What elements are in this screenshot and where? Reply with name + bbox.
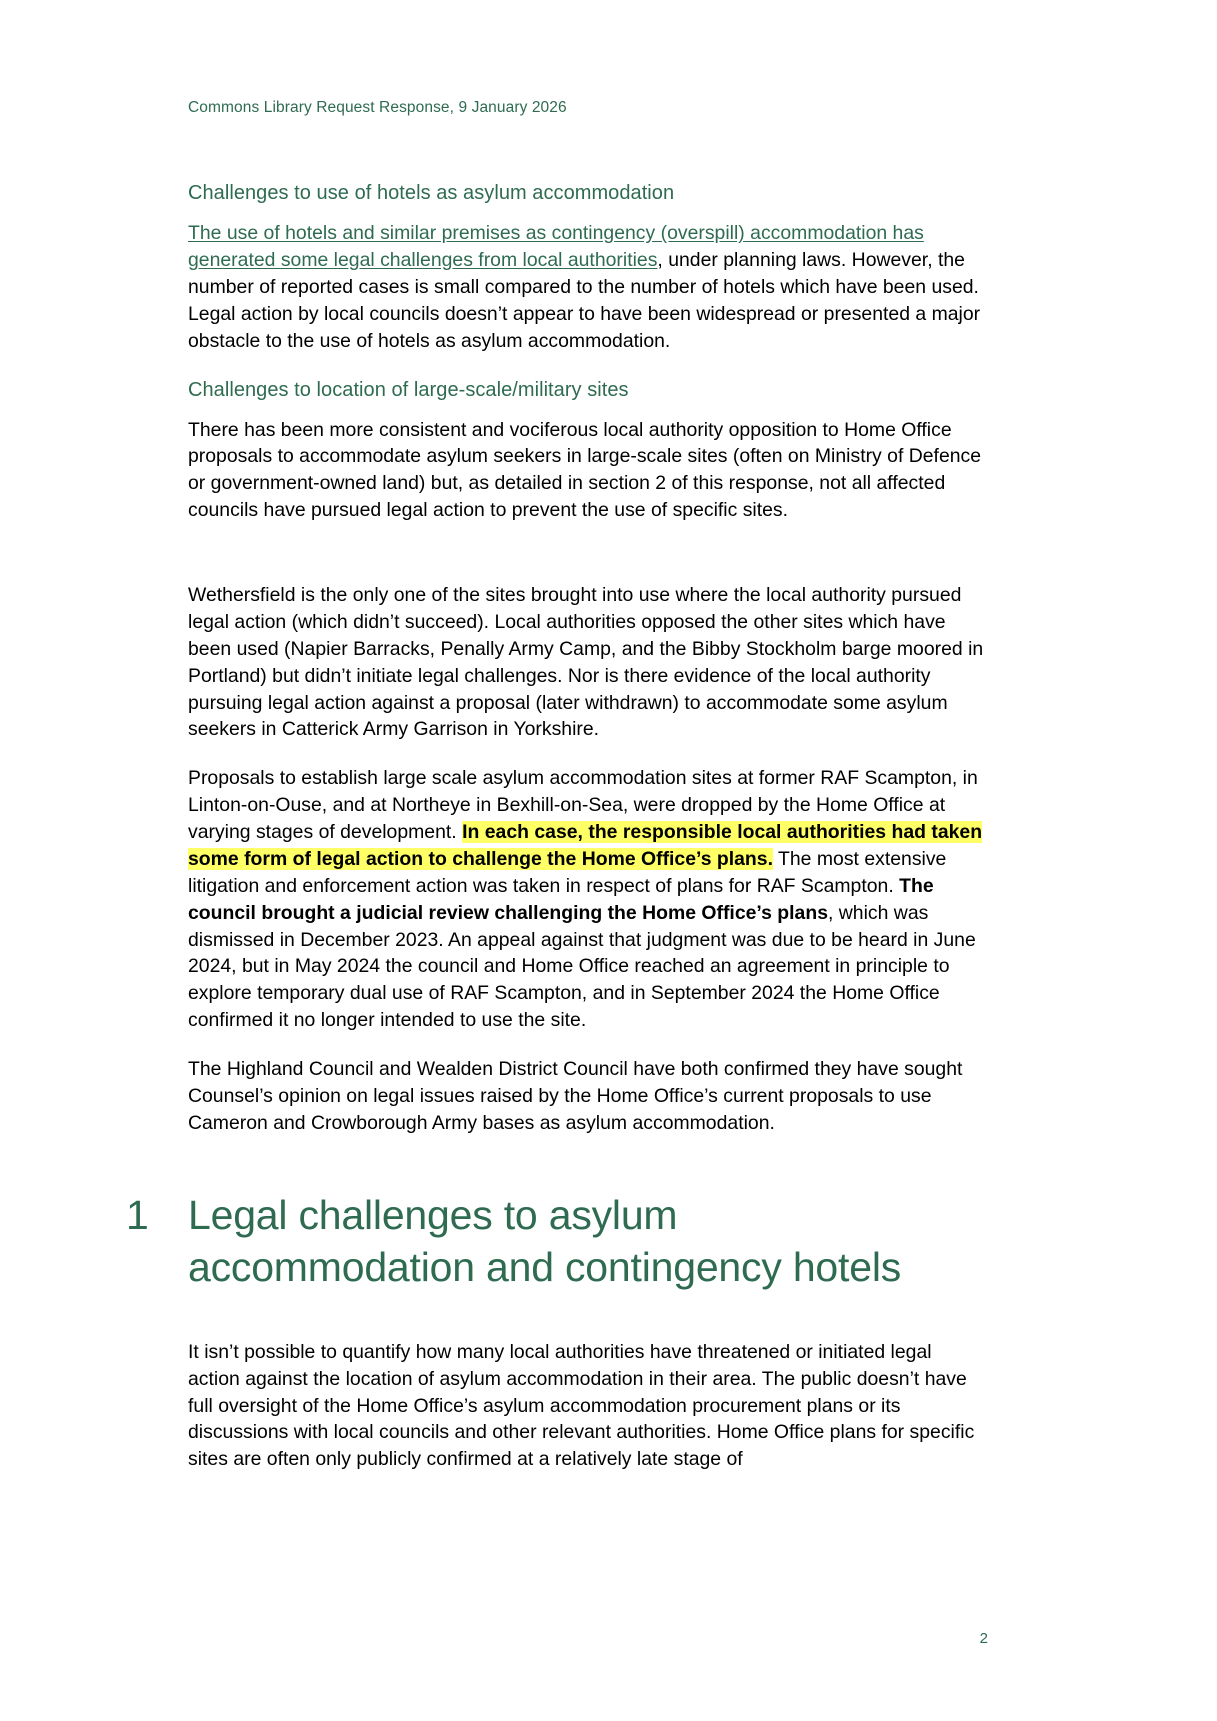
proposals-text-part1: Proposals to establish large scale asylum accommodation sites at former RAF Scampton, in Linton-on-Ouse, and at Northeye in Bexhill-on-Sea, were dropped by the Home Office at varying stages of development.: [188, 767, 978, 844]
page-number: 2: [979, 1630, 988, 1647]
proposals-text-part2: The most extensive litigation and enforcement action was taken in respect of plans for RAF Scampton: [188, 847, 947, 897]
paragraph-final: It isn’t possible to quantify how many local authorities have threatened or initiated legal action against the location of asylum accommodation in their area. The public doesn’t have full oversight of the Home Office’s asylum accommodation procurement plans or its discussions with local councils and other relevant authorities. Home Office plans for specific sites are often only publicly confirmed at a relatively late stage of: [188, 1340, 975, 1471]
paragraph-highland-wealden: The Highland Council and Wealden District Council have both confirmed they have sought Counsel’s opinion on legal issues raised by the Home Office’s current proposals to use Cameron and Crowborough Army bases as asylum accommodation.: [188, 1058, 963, 1134]
proposals-text-part3: .: [888, 874, 900, 897]
paragraph-hotels: [188, 220, 988, 354]
highlighted-text: In each case, the responsible local authorities had taken some form of legal action to challenge the Home Office’s plans.: [188, 821, 983, 870]
section-number: 1: [126, 1191, 149, 1238]
document-content: [126, 98, 988, 1495]
paragraph-hotels-rest: , under planning laws. However, the number of reported cases is small compared to the number of hotels which have been used. Legal action by local councils doesn’t appear to have been widespread or presented a major obstacle to the use of hotels as asylum accommodation.: [188, 249, 981, 352]
heading-hotels: Challenges to use of hotels as asylum accommodation: [188, 182, 675, 205]
bold-judicial-review-text: The council brought a judicial review challenging the Home Office’s plans: [188, 874, 934, 924]
paragraph-military-sites: There has been more consistent and vociferous local authority opposition to Home Office proposals to accommodate asylum seekers in large-scale sites (often on Ministry of Defence or government-owned land) but, as detailed in section 2 of this response, not all affected councils have pursued legal action to prevent the use of specific sites.: [188, 418, 982, 522]
heading-military-sites: Challenges to location of large-scale/military sites: [188, 378, 629, 401]
document-header: Commons Library Request Response, 9 January 2026: [188, 99, 567, 116]
numbered-heading-block: [126, 1189, 988, 1293]
proposals-text-part4: , which was dismissed in December 2023. An appeal against that judgment was due to be heard in June 2024, but in May 2024 the council and Home Office reached an agreement in principle to explore temporary dual use of RAF Scampton, and in September 2024 the Home Office confirmed it no longer intended to use the site.: [188, 901, 976, 1032]
paragraph-wethersfield: Wethersfield is the only one of the sites brought into use where the local authority pursued legal action (which didn’t succeed). Local authorities opposed the other sites which have been used (Napier Barracks, Penally Army Camp, and the Bibby Stockholm barge moored in Portland) but didn’t initiate legal challenges. Nor is there evidence of the local authority pursuing legal action against a proposal (later withdrawn) to accommodate some asylum seekers in Catterick Army Garrison in Yorkshire.: [188, 584, 984, 741]
section-title-text: Legal challenges to asylum accommodation and contingency hotels: [188, 1191, 902, 1290]
paragraph-proposals: [188, 765, 988, 1034]
paragraph-spacer: [188, 546, 988, 582]
section-title: [188, 1189, 988, 1293]
hotels-legal-challenges-link[interactable]: The use of hotels and similar premises as contingency (overspill) accommodation has generated some legal challenges from local authorities: [188, 222, 924, 272]
